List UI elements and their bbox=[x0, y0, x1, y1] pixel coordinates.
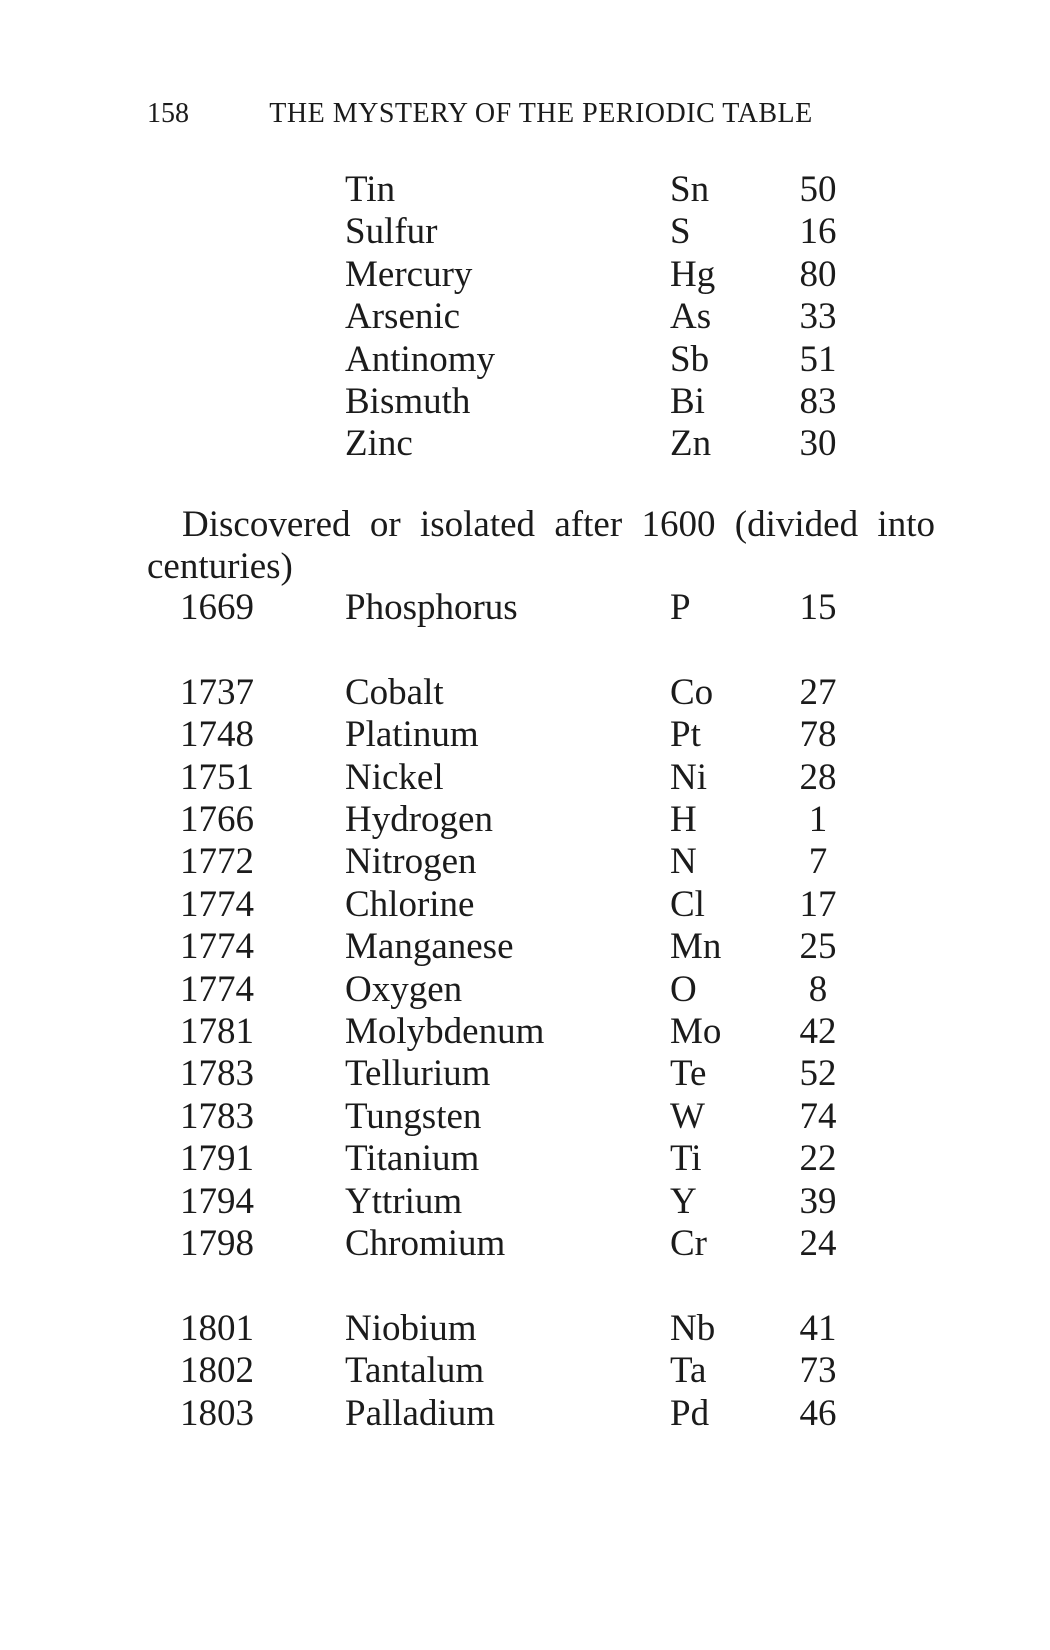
discovery-year-cell: 1774 bbox=[180, 968, 254, 1010]
element-name-cell: Tin bbox=[345, 169, 396, 210]
table-row bbox=[345, 381, 851, 423]
element-name-cell: Manganese bbox=[345, 926, 514, 968]
element-symbol-cell: Sb bbox=[670, 338, 710, 380]
element-symbol-cell: Y bbox=[670, 1180, 697, 1222]
table-row bbox=[180, 1053, 851, 1095]
discovery-year-cell: 1798 bbox=[180, 1223, 254, 1265]
element-name-cell: Tellurium bbox=[345, 1053, 491, 1095]
paragraph-line: centuries) bbox=[147, 546, 293, 588]
table-row bbox=[180, 1350, 851, 1392]
element-symbol-cell: O bbox=[670, 968, 697, 1010]
table-row bbox=[180, 1308, 851, 1350]
element-symbol-cell: Hg bbox=[670, 253, 716, 295]
element-symbol-cell: Bi bbox=[670, 381, 705, 423]
atomic-number-cell: 16 bbox=[799, 211, 837, 253]
element-symbol-cell: Ni bbox=[670, 756, 707, 798]
element-name-cell: Zinc bbox=[345, 423, 413, 465]
element-symbol-cell: Zn bbox=[670, 423, 712, 465]
element-name-cell: Phosphorus bbox=[345, 587, 518, 628]
table-row bbox=[180, 757, 851, 799]
table-row bbox=[180, 841, 851, 883]
pre-1600-elements-table bbox=[345, 169, 851, 466]
element-name-cell: Nitrogen bbox=[345, 841, 477, 883]
century-group-gap bbox=[180, 629, 851, 671]
discovery-year-cell: 1748 bbox=[180, 714, 254, 756]
discovery-year-cell: 1803 bbox=[180, 1392, 254, 1434]
atomic-number-cell: 83 bbox=[799, 381, 837, 423]
table-row bbox=[180, 587, 851, 629]
table-row bbox=[180, 969, 851, 1011]
element-name-cell: Bismuth bbox=[345, 381, 471, 423]
table-row bbox=[180, 1011, 851, 1053]
atomic-number-cell: 41 bbox=[799, 1307, 837, 1349]
atomic-number-cell: 30 bbox=[799, 423, 837, 465]
element-name-cell: Sulfur bbox=[345, 211, 438, 253]
discovery-year-cell: 1801 bbox=[180, 1307, 254, 1349]
atomic-number-cell: 73 bbox=[799, 1350, 837, 1392]
atomic-number-cell: 7 bbox=[808, 841, 828, 883]
atomic-number-cell: 80 bbox=[799, 253, 837, 295]
element-symbol-cell: Ti bbox=[670, 1138, 702, 1180]
atomic-number-cell: 15 bbox=[799, 587, 837, 628]
element-name-cell: Yttrium bbox=[345, 1180, 463, 1222]
atomic-number-cell: 39 bbox=[799, 1180, 837, 1222]
atomic-number-cell: 22 bbox=[799, 1138, 837, 1180]
discovery-year-cell: 1774 bbox=[180, 883, 254, 925]
element-symbol-cell: Sn bbox=[670, 169, 710, 210]
element-symbol-cell: Pd bbox=[670, 1392, 710, 1434]
element-name-cell: Antinomy bbox=[345, 338, 496, 380]
table-row bbox=[180, 799, 851, 841]
atomic-number-cell: 78 bbox=[799, 714, 837, 756]
post-1600-elements-table bbox=[180, 587, 851, 1435]
element-name-cell: Titanium bbox=[345, 1138, 480, 1180]
atomic-number-cell: 8 bbox=[808, 968, 828, 1010]
atomic-number-cell: 51 bbox=[799, 338, 837, 380]
atomic-number-cell: 46 bbox=[799, 1392, 837, 1434]
atomic-number-cell: 24 bbox=[799, 1223, 837, 1265]
element-symbol-cell: N bbox=[670, 841, 697, 883]
element-name-cell: Arsenic bbox=[345, 296, 461, 338]
element-name-cell: Chromium bbox=[345, 1223, 506, 1265]
element-symbol-cell: Co bbox=[670, 671, 714, 713]
discovery-year-cell: 1802 bbox=[180, 1350, 254, 1392]
discovery-year-cell: 1669 bbox=[180, 587, 254, 628]
element-name-cell: Tungsten bbox=[345, 1095, 482, 1137]
element-name-cell: Palladium bbox=[345, 1392, 496, 1434]
table-row bbox=[180, 1223, 851, 1265]
atomic-number-cell: 17 bbox=[799, 883, 837, 925]
element-symbol-cell: Cr bbox=[670, 1223, 707, 1265]
atomic-number-cell: 28 bbox=[799, 756, 837, 798]
element-symbol-cell: Nb bbox=[670, 1307, 716, 1349]
table-row bbox=[180, 714, 851, 756]
table-row bbox=[345, 339, 851, 381]
table-row bbox=[345, 423, 851, 465]
atomic-number-cell: 42 bbox=[799, 1011, 837, 1053]
element-symbol-cell: Mn bbox=[670, 926, 722, 968]
discovery-year-cell: 1766 bbox=[180, 799, 254, 841]
table-row bbox=[180, 884, 851, 926]
discovery-year-cell: 1783 bbox=[180, 1095, 254, 1137]
element-name-cell: Chlorine bbox=[345, 883, 475, 925]
element-symbol-cell: Cl bbox=[670, 883, 705, 925]
table-row bbox=[180, 1393, 851, 1435]
element-name-cell: Tantalum bbox=[345, 1350, 485, 1392]
century-group-gap bbox=[180, 1265, 851, 1307]
discovery-year-cell: 1751 bbox=[180, 756, 254, 798]
element-symbol-cell: As bbox=[670, 296, 712, 338]
table-row bbox=[345, 296, 851, 338]
discovery-year-cell: 1791 bbox=[180, 1138, 254, 1180]
element-name-cell: Cobalt bbox=[345, 671, 444, 713]
discovery-year-cell: 1772 bbox=[180, 841, 254, 883]
element-symbol-cell: Pt bbox=[670, 714, 701, 756]
table-row bbox=[180, 1181, 851, 1223]
paragraph-line: Discovered or isolated after 1600 (divided into bbox=[182, 504, 935, 545]
atomic-number-cell: 27 bbox=[799, 671, 837, 713]
element-name-cell: Mercury bbox=[345, 253, 473, 295]
element-symbol-cell: Te bbox=[670, 1053, 707, 1095]
atomic-number-cell: 1 bbox=[808, 799, 828, 841]
element-name-cell: Niobium bbox=[345, 1307, 477, 1349]
element-name-cell: Molybdenum bbox=[345, 1011, 545, 1053]
element-symbol-cell: Ta bbox=[670, 1350, 707, 1392]
discovery-year-cell: 1794 bbox=[180, 1180, 254, 1222]
element-name-cell: Nickel bbox=[345, 756, 444, 798]
element-name-cell: Hydrogen bbox=[345, 799, 493, 841]
section-intro-paragraph bbox=[147, 504, 935, 589]
element-symbol-cell: S bbox=[670, 211, 691, 253]
atomic-number-cell: 52 bbox=[799, 1053, 837, 1095]
element-symbol-cell: H bbox=[670, 799, 697, 841]
element-symbol-cell: Mo bbox=[670, 1011, 722, 1053]
element-symbol-cell: W bbox=[670, 1095, 705, 1137]
table-row bbox=[180, 1096, 851, 1138]
atomic-number-cell: 74 bbox=[799, 1095, 837, 1137]
discovery-year-cell: 1774 bbox=[180, 926, 254, 968]
element-symbol-cell: P bbox=[670, 587, 691, 628]
atomic-number-cell: 25 bbox=[799, 926, 837, 968]
discovery-year-cell: 1781 bbox=[180, 1011, 254, 1053]
atomic-number-cell: 33 bbox=[799, 296, 837, 338]
table-row bbox=[345, 169, 851, 211]
discovery-year-cell: 1737 bbox=[180, 671, 254, 713]
running-title: THE MYSTERY OF THE PERIODIC TABLE bbox=[269, 98, 813, 129]
table-row bbox=[180, 672, 851, 714]
table-row bbox=[180, 1138, 851, 1180]
element-name-cell: Oxygen bbox=[345, 968, 463, 1010]
table-row bbox=[345, 211, 851, 253]
page-header bbox=[147, 97, 935, 131]
element-name-cell: Platinum bbox=[345, 714, 479, 756]
atomic-number-cell: 50 bbox=[799, 169, 837, 210]
page-number: 158 bbox=[147, 98, 189, 129]
table-row bbox=[345, 254, 851, 296]
table-row bbox=[180, 926, 851, 968]
discovery-year-cell: 1783 bbox=[180, 1053, 254, 1095]
